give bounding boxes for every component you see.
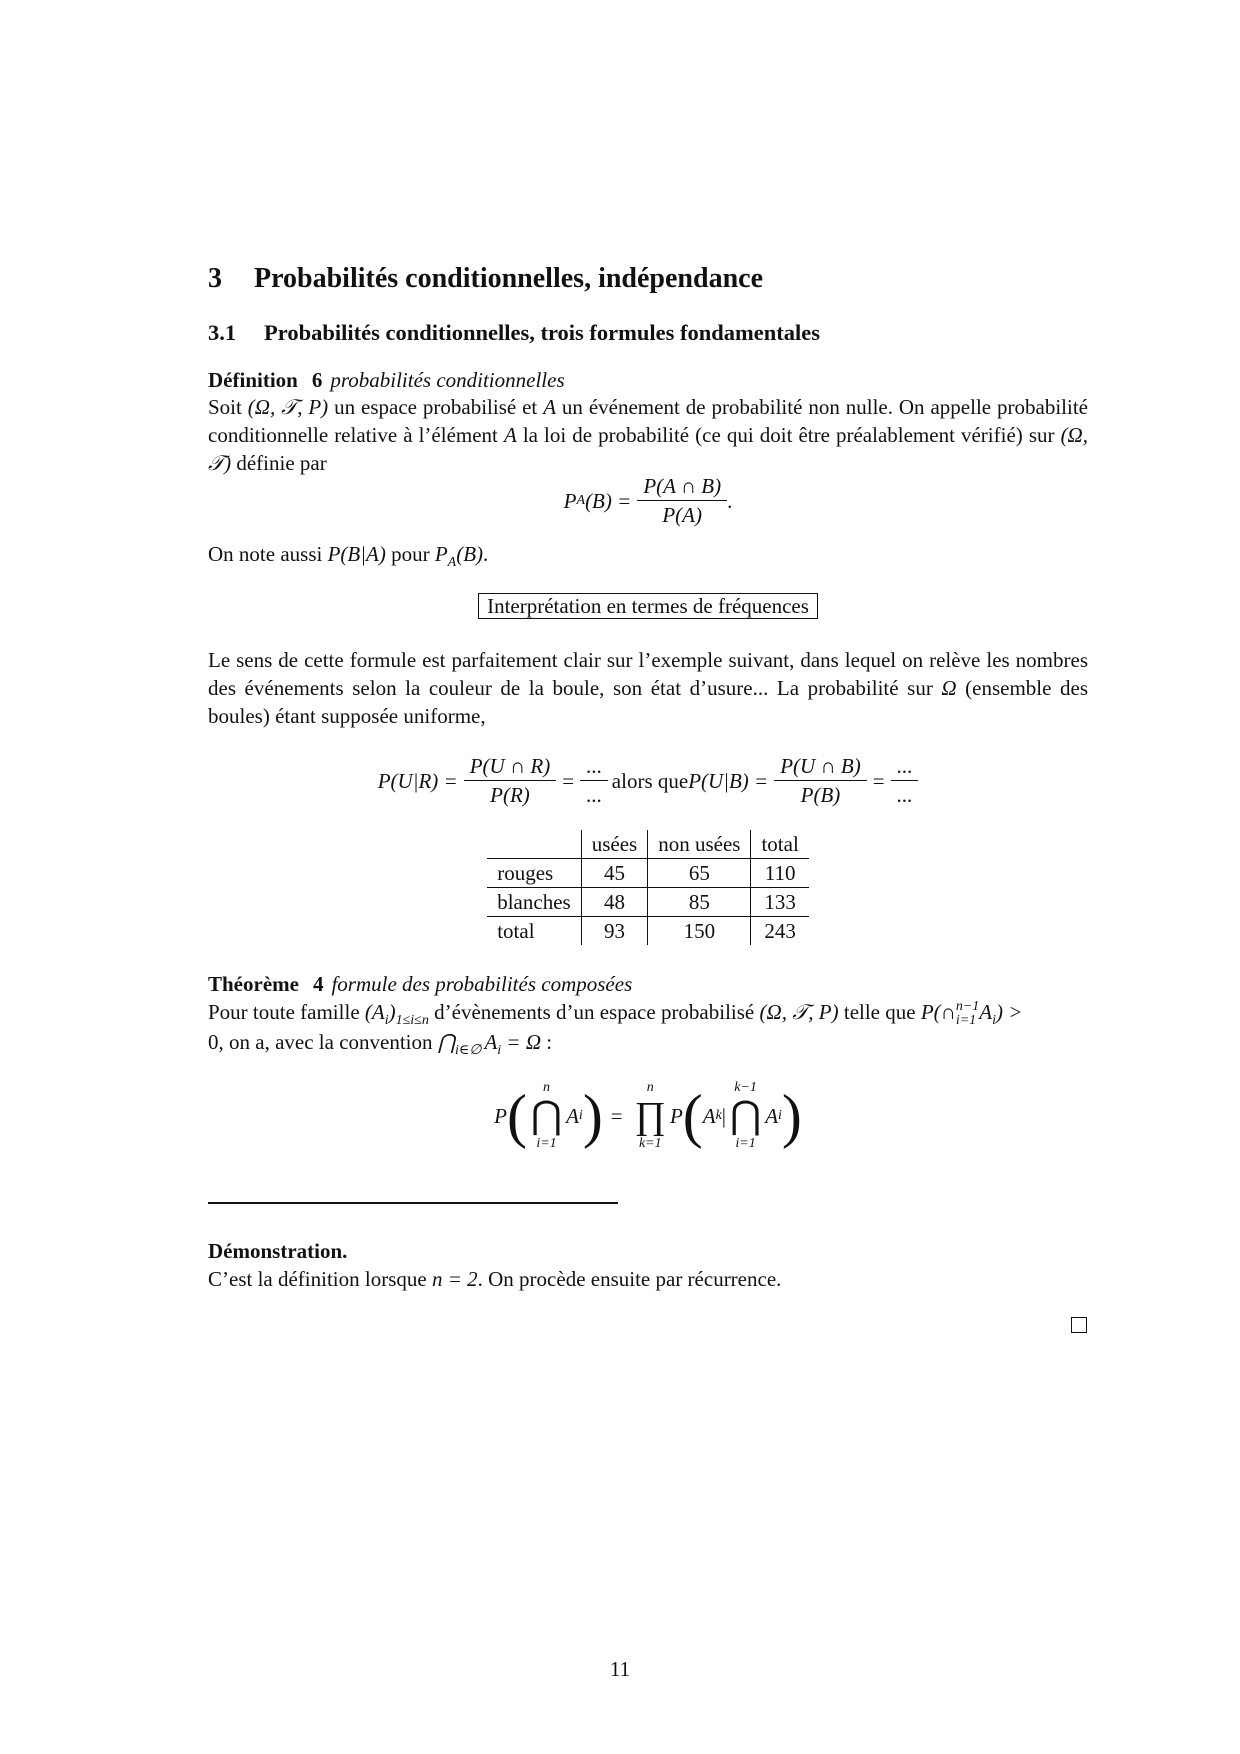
- example-equals-2: =: [872, 768, 885, 793]
- table-cell: 243: [751, 917, 809, 946]
- cap-operator: [730, 1080, 761, 1152]
- theorem-text: :: [541, 1030, 553, 1055]
- formula-p: P: [494, 1104, 507, 1128]
- section-heading: [208, 262, 1088, 296]
- table-header-cell: usées: [581, 830, 648, 859]
- example-denominator-2: P(B): [800, 783, 841, 807]
- example-text: Le sens de cette formule est parfaitement clair sur l’exemple suivant, dans lequel on relève les nombres des événements selon la couleur de la boule, son état d’usure... La probabilité sur: [208, 648, 1088, 700]
- table-cell: 133: [751, 888, 809, 917]
- theorem-math: (Ω, 𝒯, P): [759, 1000, 839, 1024]
- prod-top: n: [646, 1080, 654, 1095]
- proof-math: n = 2: [431, 1267, 478, 1291]
- theorem-label: Théorème: [208, 972, 299, 996]
- frequency-table: [487, 830, 809, 945]
- formula-denominator: P(A): [662, 503, 703, 527]
- left-paren: (: [506, 1083, 527, 1149]
- cap-operator: [531, 1080, 562, 1152]
- formula-bar: |: [721, 1104, 727, 1128]
- proof-text: . On procède ensuite par récurrence.: [477, 1267, 782, 1291]
- formula-a: A: [702, 1104, 716, 1128]
- definition-text: définie par: [231, 451, 327, 475]
- theorem-cap-sup: n−1: [955, 999, 980, 1015]
- subsection-title: Probabilités conditionnelles, trois formules fondamentales: [264, 320, 821, 345]
- example-equals-1: =: [562, 768, 575, 793]
- definition-text: un espace probabilisé et: [328, 395, 544, 419]
- theorem-math: A: [979, 1000, 993, 1024]
- theorem-body: [208, 998, 1128, 1059]
- boxed-title: Interprétation en termes de fréquences: [478, 593, 818, 619]
- theorem-math: ) >: [996, 1000, 1023, 1024]
- cap-top: k−1: [734, 1080, 757, 1095]
- theorem-math: ⋂: [437, 1030, 455, 1055]
- proof-label: Démonstration.: [208, 1239, 348, 1263]
- example-fraction-2: [774, 752, 866, 809]
- table-cell: 110: [751, 859, 809, 888]
- example-dots-2: [891, 752, 919, 809]
- note-math-arg: (B): [456, 542, 484, 566]
- example-lhs-1: P(U|R) =: [377, 768, 458, 793]
- prod-bottom: k=1: [638, 1136, 662, 1151]
- definition-number: 6: [311, 368, 323, 392]
- cap-top: n: [543, 1080, 550, 1095]
- cap-bottom: i=1: [536, 1136, 557, 1151]
- table-cell: rouges: [487, 859, 581, 888]
- theorem-cap-limits: [956, 1000, 979, 1028]
- example-lhs-2: P(U|B) =: [688, 768, 769, 793]
- table-row: [487, 888, 809, 917]
- formula-numerator: P(A ∩ B): [637, 472, 727, 501]
- example-paragraph: [208, 646, 1088, 730]
- table-header-row: [487, 830, 809, 859]
- table-cell: 65: [648, 859, 751, 888]
- table-cell: total: [487, 917, 581, 946]
- boxed-title-wrap: [208, 592, 1088, 620]
- formula-period: .: [727, 488, 733, 513]
- formula-lhs: P: [563, 488, 577, 513]
- theorem-math: = Ω: [501, 1030, 542, 1055]
- definition-math: (Ω, 𝒯, P): [247, 395, 329, 419]
- example-denominator-1: P(R): [490, 783, 530, 807]
- theorem-name: formule des probabilités composées: [331, 972, 633, 996]
- theorem-text: 0, on a, avec la convention: [208, 1030, 438, 1055]
- theorem-math: A: [484, 1030, 498, 1055]
- right-paren: ): [781, 1083, 802, 1149]
- definition-text: Soit: [208, 395, 248, 419]
- subsection-number: 3.1: [208, 320, 237, 345]
- theorem-number: 4: [312, 972, 324, 996]
- example-numerator-2: P(U ∩ B): [774, 752, 866, 781]
- definition-note: [208, 540, 1088, 571]
- compound-probability-formula: P ( n ⋂ i=1 A i ) = n ∏ k=1 P ( A k | k−1 ⋂ i=1 A i ): [494, 1080, 802, 1151]
- definition-label: Définition: [208, 368, 298, 392]
- table-cell: 48: [581, 888, 648, 917]
- table-header-cell: total: [751, 830, 809, 859]
- qed-square-icon: [1071, 1317, 1087, 1333]
- table-row: [487, 859, 809, 888]
- note-text: On note aussi: [208, 542, 328, 566]
- cap-symbol: ⋂: [730, 1095, 762, 1137]
- example-dots-numerator-1: ...: [580, 752, 608, 781]
- table-cell: 93: [581, 917, 648, 946]
- theorem-cap-sub: i=1: [955, 1013, 977, 1029]
- note-math-sub: A: [447, 555, 457, 571]
- definition-math: A: [503, 423, 517, 447]
- example-connector: alors que: [611, 768, 689, 793]
- formula-a: A: [566, 1104, 579, 1128]
- section-title: Probabilités conditionnelles, indépendance: [254, 263, 763, 294]
- theorem-math-sub: i: [992, 1013, 996, 1029]
- theorem-math: P(∩: [920, 1000, 956, 1024]
- proof-body: [208, 1265, 1088, 1293]
- horizontal-rule: [208, 1202, 618, 1204]
- section-number: 3: [208, 263, 222, 294]
- theorem-text: telle que: [838, 1000, 921, 1024]
- example-text: (ensemble des boules) étant supposée uniforme,: [208, 676, 1089, 728]
- example-dots-denominator-1: ...: [586, 783, 602, 807]
- table-cell: 150: [648, 917, 751, 946]
- theorem-math-sub: i∈∅: [454, 1043, 482, 1059]
- theorem-text: d’évènements d’un espace probabilisé: [428, 1000, 760, 1024]
- example-omega: Ω: [941, 676, 957, 700]
- theorem-math: ): [388, 1000, 396, 1024]
- note-text: pour: [385, 542, 435, 566]
- theorem-header: [208, 970, 1088, 998]
- definition-header: [208, 366, 1088, 394]
- definition-math: A: [543, 395, 557, 419]
- definition-text: un événement de probabilité non nulle. On appelle probabilité conditionnelle relative à l’élément: [208, 395, 1088, 447]
- example-dots-numerator-2: ...: [891, 752, 919, 781]
- theorem-math: (A: [364, 1000, 385, 1024]
- table-header-cell: non usées: [648, 830, 751, 859]
- table-cell: 45: [581, 859, 648, 888]
- example-dots-1: [580, 752, 608, 809]
- definition-body: [208, 393, 1088, 477]
- note-period: .: [483, 542, 489, 566]
- page-number: 11: [609, 1657, 631, 1681]
- example-numerator-1: P(U ∩ R): [464, 752, 556, 781]
- definition-text: la loi de probabilité (ce qui doit être préalablement vérifié) sur: [516, 423, 1061, 447]
- note-math: P: [434, 542, 448, 566]
- example-dots-denominator-2: ...: [896, 783, 913, 807]
- example-formula: [208, 752, 1088, 809]
- example-fraction-1: [464, 752, 556, 809]
- table-row: [487, 917, 809, 946]
- formula-fraction: [637, 472, 727, 529]
- definition-name: probabilités conditionnelles: [330, 368, 565, 392]
- table-cell: blanches: [487, 888, 581, 917]
- note-math: P(B|A): [327, 542, 386, 566]
- prod-operator: [635, 1080, 666, 1152]
- right-paren: ): [582, 1083, 603, 1149]
- prod-symbol: ∏: [634, 1095, 666, 1137]
- table-cell: 85: [648, 888, 751, 917]
- left-paren: (: [682, 1083, 703, 1149]
- formula-equals: =: [610, 1104, 623, 1128]
- theorem-math-sub: 1≤i≤n: [395, 1013, 429, 1029]
- theorem-math-sub: i: [384, 1013, 389, 1029]
- formula-a: A: [765, 1104, 779, 1128]
- frequency-table-wrap: [208, 830, 1088, 945]
- theorem-math-sub: i: [497, 1043, 502, 1059]
- proof-text: C’est la définition lorsque: [208, 1267, 432, 1291]
- definition-math: (Ω, 𝒯): [208, 423, 1088, 475]
- formula-lhs-arg: (B) =: [585, 488, 632, 513]
- subsection-heading: [208, 318, 1088, 348]
- conditional-probability-formula: P A (B) = $\frac{P(A \cap B)}{P(A)}$ .: [563, 474, 733, 527]
- table-header-cell: [487, 830, 581, 859]
- cap-bottom: i=1: [735, 1136, 756, 1151]
- formula-p: P: [669, 1104, 683, 1128]
- theorem-text: Pour toute famille: [208, 1000, 365, 1024]
- cap-symbol: ⋂: [530, 1095, 563, 1137]
